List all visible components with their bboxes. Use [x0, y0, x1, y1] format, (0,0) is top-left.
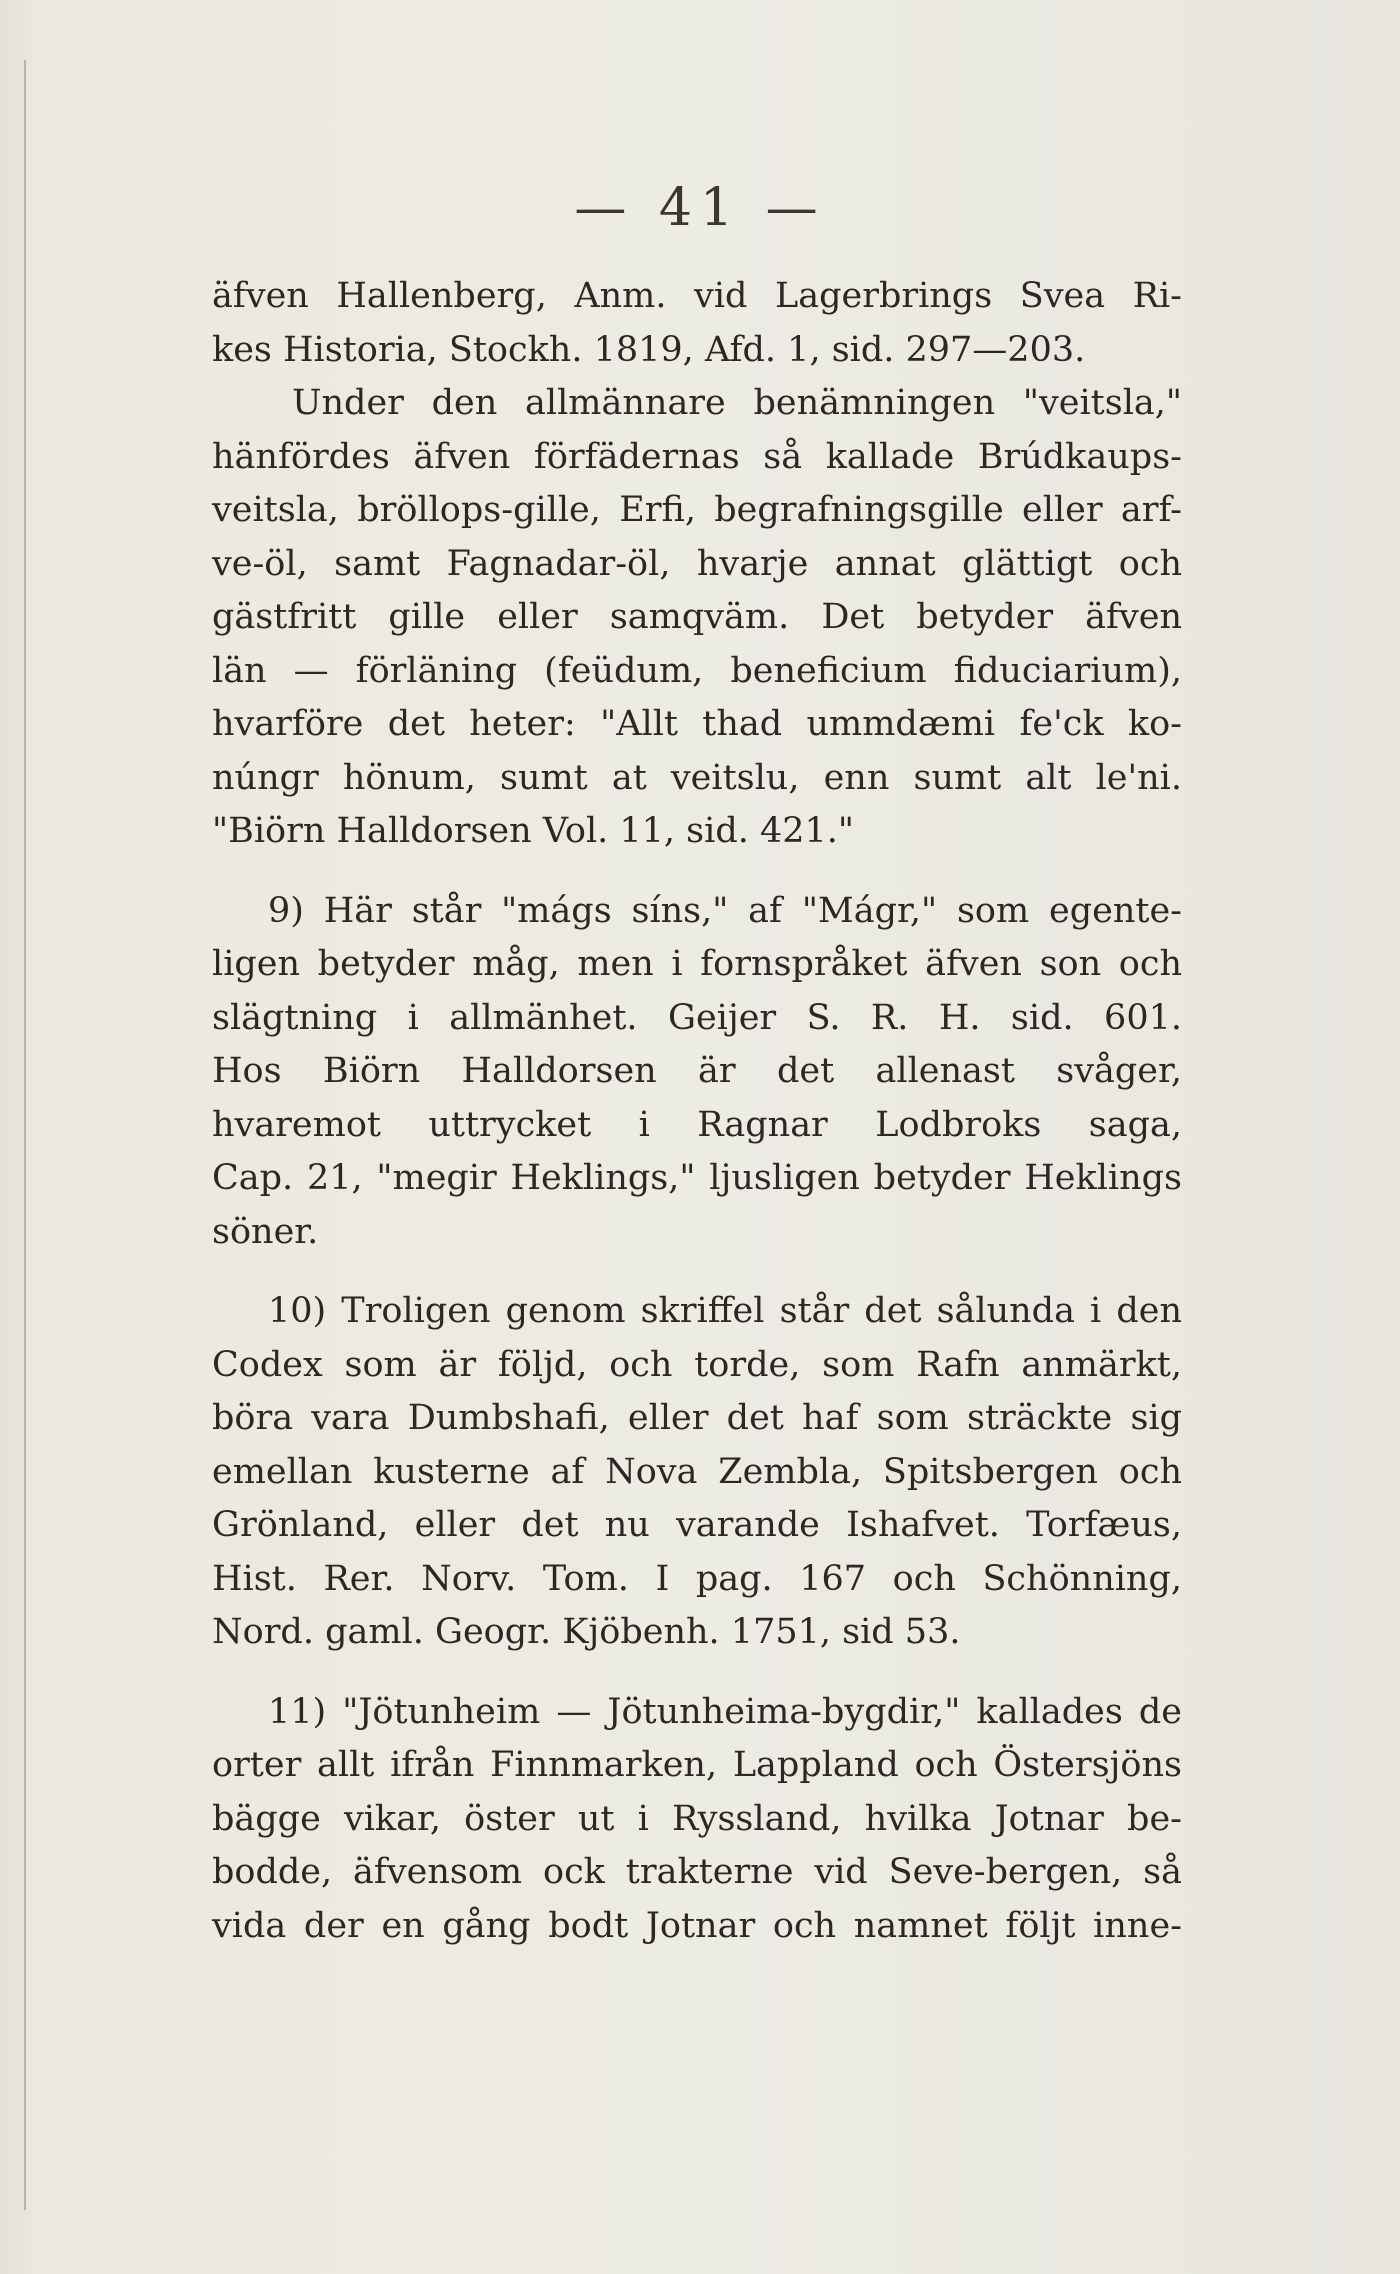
text-line: Grönland, eller det nu varande Ishafvet. Torfæus,	[212, 1505, 1182, 1545]
text-line: Cap. 21, "megir Heklings," ljusligen betyder Heklings	[212, 1158, 1182, 1198]
text-line: hvaremot uttrycket i Ragnar Lodbroks saga,	[212, 1104, 1182, 1145]
text-line: Hist. Rer. Norv. Tom. I pag. 167 och Schönning,	[212, 1558, 1182, 1599]
text-line: Nord. gaml. Geogr. Kjöbenh. 1751, sid 53.	[212, 1612, 961, 1652]
note-10	[212, 1285, 1182, 1660]
text-line: 11) "Jötunheim — Jötunheima-bygdir," kallades de	[268, 1691, 1182, 1732]
paragraph-continuation	[212, 270, 1182, 377]
page-number: — 41 —	[574, 178, 826, 238]
text-line: orter allt ifrån Finnmarken, Lappland och Östersjöns	[212, 1745, 1182, 1785]
text-line: kes Historia, Stockh. 1819, Afd. 1, sid. 297—203.	[212, 329, 1086, 370]
text-line: hänfördes äfven förfädernas så kallade Brúdkaups-	[212, 436, 1182, 477]
paragraph-veitsla	[212, 377, 1182, 859]
text-line: 10) Troligen genom skriffel står det sålunda i den	[268, 1291, 1182, 1331]
page-edge-shadow	[24, 60, 26, 2210]
text-line: äfven Hallenberg, Anm. vid Lagerbrings Svea Ri-	[212, 276, 1182, 316]
body-text	[212, 270, 1182, 1953]
text-line: bägge vikar, öster ut i Ryssland, hvilka Jotnar be-	[212, 1798, 1182, 1839]
text-line: veitsla, bröllops-gille, Erfi, begrafningsgille eller arf-	[212, 490, 1182, 530]
note-9	[212, 885, 1182, 1260]
text-line: núngr hönum, sumt at veitslu, enn sumt alt le'ni.	[212, 757, 1182, 798]
text-line: emellan kusterne af Nova Zembla, Spitsbergen och	[212, 1451, 1182, 1492]
text-line: län — förläning (feüdum, beneficium fiduciarium),	[212, 650, 1182, 691]
text-line: 9) Här står "mágs síns," af "Mágr," som egente-	[268, 890, 1182, 931]
text-line: gästfritt gille eller samqväm. Det betyder äfven	[212, 597, 1182, 637]
text-line: slägtning i allmänhet. Geijer S. R. H. sid. 601.	[212, 997, 1182, 1038]
text-line: hvarföre det heter: "Allt thad ummdæmi fe'ck ko-	[212, 704, 1182, 744]
text-line: ligen betyder måg, men i fornspråket äfven son och	[212, 944, 1182, 984]
text-line: böra vara Dumbshafi, eller det haf som sträckte sig	[212, 1398, 1182, 1438]
text-line: vida der en gång bodt Jotnar och namnet följt inne-	[212, 1905, 1182, 1946]
text-line: söner.	[212, 1211, 319, 1252]
text-line: Under den allmännare benämningen "veitsla,"	[292, 383, 1182, 423]
text-line: Codex som är följd, och torde, som Rafn anmärkt,	[212, 1344, 1182, 1385]
note-11	[212, 1686, 1182, 1954]
text-line: bodde, äfvensom ock trakterne vid Seve-bergen, så	[212, 1852, 1182, 1892]
text-line: "Biörn Halldorsen Vol. 11, sid. 421."	[212, 811, 855, 851]
text-line: ve-öl, samt Fagnadar-öl, hvarje annat glättigt och	[212, 543, 1182, 584]
text-line: Hos Biörn Halldorsen är det allenast svåger,	[212, 1051, 1182, 1091]
